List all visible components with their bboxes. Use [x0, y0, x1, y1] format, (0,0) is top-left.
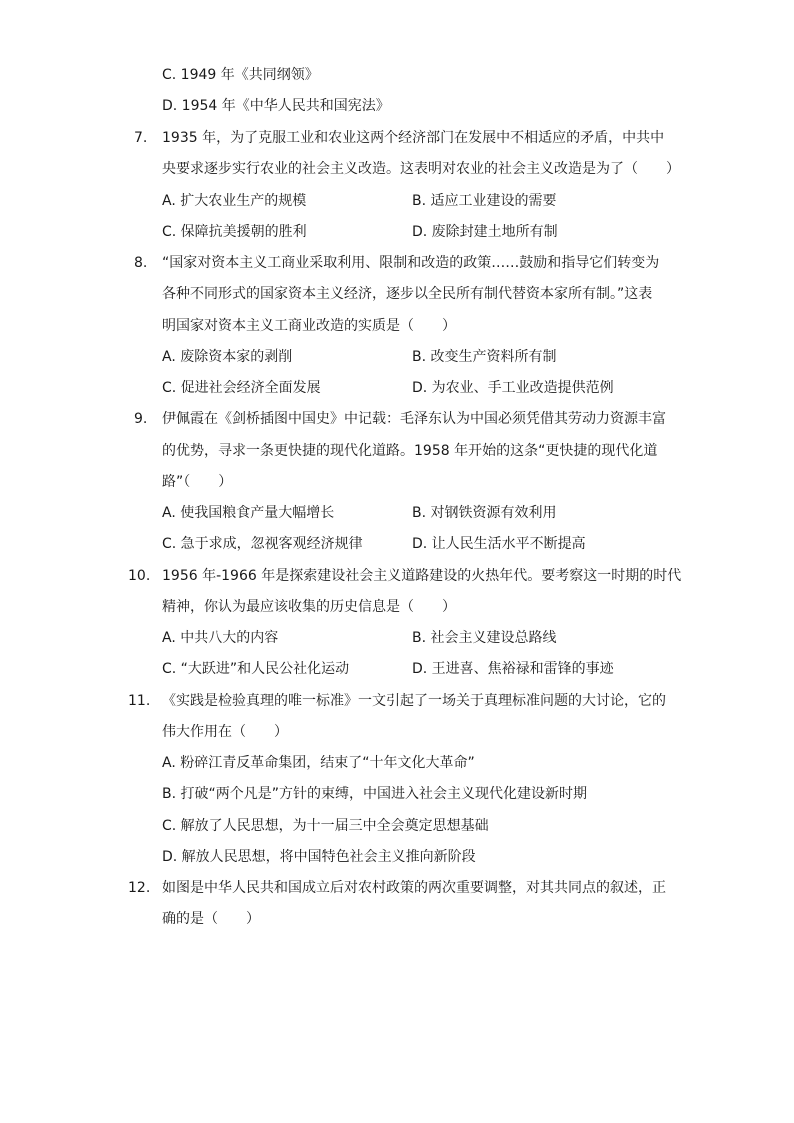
question-text: 路”（ ）	[162, 474, 233, 490]
question-number: 9.	[134, 411, 148, 427]
option-b: B. 对钢铁资源有效利用	[412, 505, 557, 521]
option-d: D. 1954 年《中华人民共和国宪法》	[162, 98, 390, 114]
question-text: 各种不同形式的国家资本主义经济，逐步以全民所有制代替资本家所有制。”这表	[162, 286, 653, 302]
question-text: 明国家对资本主义工商业改造的实质是（ ）	[162, 318, 456, 334]
option-a: A. 中共八大的内容	[162, 630, 279, 646]
option-c: C. 保障抗美援朝的胜利	[162, 224, 307, 240]
option-a: A. 废除资本家的剥削	[162, 349, 293, 365]
option-c: C. 急于求成，忽视客观经济规律	[162, 536, 363, 552]
option-c: C. 促进社会经济全面发展	[162, 380, 321, 396]
option-d: D. 解放人民思想，将中国特色社会主义推向新阶段	[162, 849, 476, 865]
option-b: B. 打破“两个凡是”方针的束缚，中国进入社会主义现代化建设新时期	[162, 786, 588, 802]
option-d: D. 废除封建土地所有制	[412, 224, 558, 240]
question-text: 伟大作用在（ ）	[162, 724, 288, 740]
question-text: 1956 年-1966 年是探索建设社会主义道路建设的火热年代。要考察这一时期的时代	[162, 568, 682, 584]
question-text: 的优势，寻求一条更快捷的现代化道路。1958 年开始的这条“更快捷的现代化道	[162, 443, 658, 459]
question-text: 央要求逐步实行农业的社会主义改造。这表明对农业的社会主义改造是为了（ ）	[162, 161, 680, 177]
question-number: 12.	[128, 880, 151, 896]
option-b: B. 社会主义建设总路线	[412, 630, 557, 646]
option-d: D. 王进喜、焦裕禄和雷锋的事迹	[412, 661, 614, 677]
option-c: C. 解放了人民思想，为十一届三中全会奠定思想基础	[162, 818, 489, 834]
question-number: 11.	[128, 693, 151, 709]
option-a: A. 使我国粮食产量大幅增长	[162, 505, 335, 521]
option-d: D. 让人民生活水平不断提高	[412, 536, 586, 552]
question-text: 伊佩霞在《剑桥插图中国史》中记载：毛泽东认为中国必须凭借其劳动力资源丰富	[162, 411, 666, 427]
question-text: 如图是中华人民共和国成立后对农村政策的两次重要调整，对其共同点的叙述，正	[162, 880, 666, 896]
question-text: 《实践是检验真理的唯一标准》一文引起了一场关于真理标准问题的大讨论，它的	[162, 693, 666, 709]
question-text: 1935 年，为了克服工业和农业这两个经济部门在发展中不相适应的矛盾，中共中	[162, 130, 665, 146]
option-d: D. 为农业、手工业改造提供范例	[412, 380, 614, 396]
question-text: 精神，你认为最应该收集的历史信息是（ ）	[162, 599, 456, 615]
option-a: A. 扩大农业生产的规模	[162, 193, 307, 209]
option-b: B. 改变生产资料所有制	[412, 349, 557, 365]
option-c: C. 1949 年《共同纲领》	[162, 67, 319, 83]
question-number: 10.	[128, 568, 151, 584]
option-c: C. “大跃进”和人民公社化运动	[162, 661, 350, 677]
question-text: “国家对资本主义工商业采取利用、限制和改造的政策……鼓励和指导它们转变为	[162, 255, 660, 271]
question-text: 确的是（ ）	[162, 911, 260, 927]
question-number: 8.	[134, 255, 148, 271]
option-a: A. 粉碎江青反革命集团，结束了“十年文化大革命”	[162, 755, 475, 771]
option-b: B. 适应工业建设的需要	[412, 193, 557, 209]
question-number: 7.	[134, 130, 148, 146]
